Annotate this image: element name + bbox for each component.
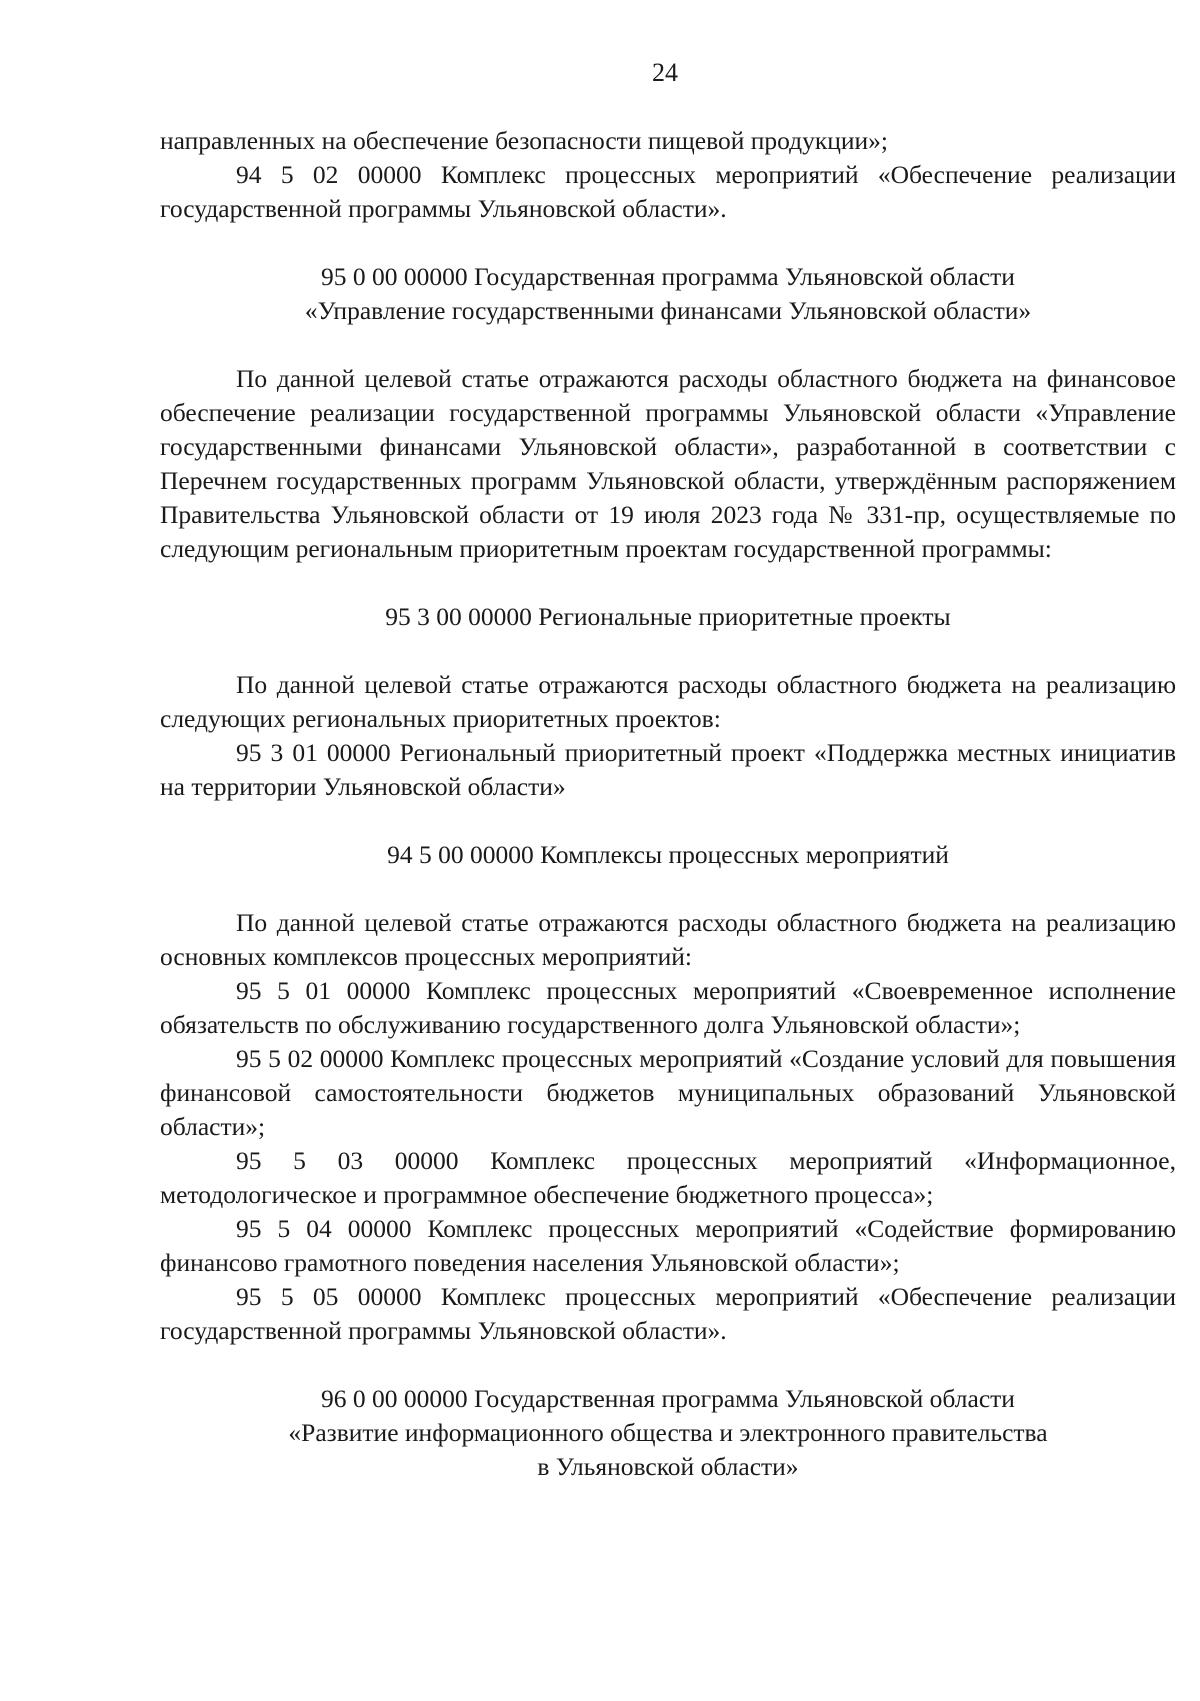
heading-line: в Ульяновской области» [537,1452,799,1481]
paragraph: По данной целевой статье отражаются расходы областного бюджета на реализацию следующих региональных приоритетных проектов: [160,670,1176,733]
paragraph: 95 5 04 00000 Комплекс процессных мероприятий «Содействие формированию финансово грамотного поведения населения Ульяновской области»; [160,1214,1176,1277]
paragraph: 95 5 03 00000 Комплекс процессных мероприятий «Информационное, методологическое и программное обеспечение бюджетного процесса»; [160,1146,1176,1209]
document-body [160,124,1176,1484]
section-heading [160,1382,1176,1484]
heading-line: 95 0 00 00000 Государственная программа Ульяновской области [321,262,1015,291]
section-heading: 94 5 00 00000 Комплексы процессных мероприятий [387,840,949,869]
page-number: 24 [652,58,678,87]
section-heading: 95 3 00 00000 Региональные приоритетные проекты [385,602,951,631]
paragraph: По данной целевой статье отражаются расходы областного бюджета на реализацию основных комплексов процессных мероприятий: [160,908,1176,971]
paragraph: 95 5 01 00000 Комплекс процессных мероприятий «Своевременное исполнение обязательств по обслуживанию государственного долга Ульяновской области»; [160,976,1176,1039]
heading-line: «Управление государственными финансами Ульяновской области» [304,296,1032,325]
paragraph: направленных на обеспечение безопасности пищевой продукции»; [160,126,889,155]
paragraph: 95 5 02 00000 Комплекс процессных мероприятий «Создание условий для повышения финансовой самостоятельности бюджетов муниципальных образований Ульяновской области»; [160,1044,1176,1141]
section-heading [160,260,1176,328]
paragraph: 95 5 05 00000 Комплекс процессных мероприятий «Обеспечение реализации государственной программы Ульяновской области». [160,1282,1176,1345]
paragraph: 94 5 02 00000 Комплекс процессных мероприятий «Обеспечение реализации государственной программы Ульяновской области». [160,160,1176,223]
paragraph: 95 3 01 00000 Региональный приоритетный проект «Поддержка местных инициатив на территории Ульяновской области» [160,738,1176,801]
paragraph: По данной целевой статье отражаются расходы областного бюджета на финансовое обеспечение реализации государственной программы Ульяновской области «Управление государственными финансами Ульяновской области», разработанной в соответствии с Перечнем государственных программ Ульяновской области, утверждённым распоряжением Правительства Ульяновской области от 19 июля 2023 года № 331-пр, осуществляемые по следующим региональным приоритетным проектам государственной программы: [160,364,1176,563]
heading-line: «Развитие информационного общества и электронного правительства [288,1418,1048,1447]
heading-line: 96 0 00 00000 Государственная программа Ульяновской области [321,1384,1015,1413]
